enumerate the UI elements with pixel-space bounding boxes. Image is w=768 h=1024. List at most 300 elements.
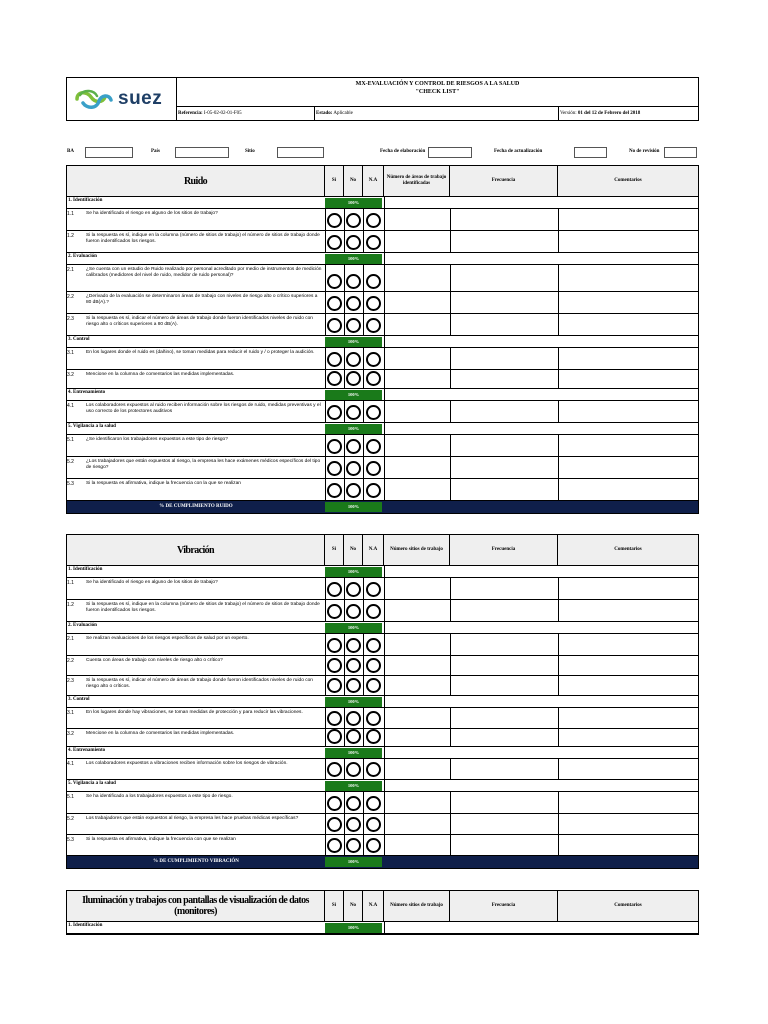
- si-radio[interactable]: [327, 213, 342, 228]
- no-radio[interactable]: [346, 439, 361, 454]
- count-cell[interactable]: [384, 676, 385, 695]
- comentarios-cell[interactable]: [558, 435, 559, 456]
- ba-label: BA: [67, 149, 74, 154]
- na-cell: [363, 676, 364, 695]
- checklist-row: [67, 314, 698, 336]
- logo: [67, 78, 177, 120]
- si-cell: [325, 479, 326, 500]
- count-cell[interactable]: [384, 578, 385, 599]
- si-cell: [325, 209, 326, 230]
- answer-cells: [325, 457, 700, 478]
- fecha-elaboracion-label: Fecha de elaboración: [380, 149, 426, 154]
- question-number: 2.2: [67, 294, 74, 300]
- checklist-row: [67, 600, 698, 622]
- group-label: 1. Identificación: [68, 567, 103, 572]
- na-cell: [363, 479, 364, 500]
- comentarios-cell[interactable]: [558, 676, 559, 695]
- checklist-row: [67, 265, 698, 292]
- na-radio[interactable]: [366, 817, 381, 832]
- na-radio[interactable]: [366, 213, 381, 228]
- no-radio[interactable]: [346, 213, 361, 228]
- comentarios-cell[interactable]: [558, 814, 559, 834]
- no-cell: [344, 729, 345, 746]
- checklist-row: [67, 729, 698, 747]
- comentarios-cell[interactable]: [558, 600, 559, 621]
- frecuencia-cell[interactable]: [450, 370, 451, 388]
- section-title: Ruido: [67, 166, 325, 196]
- si-radio[interactable]: [327, 371, 342, 386]
- question-number: 3.2: [67, 372, 74, 378]
- pais-label: País: [151, 149, 160, 154]
- answer-cells: [325, 370, 700, 388]
- si-radio[interactable]: [327, 274, 342, 289]
- frecuencia-cell[interactable]: [450, 292, 451, 313]
- frecuencia-cell[interactable]: [450, 600, 451, 621]
- no-radio[interactable]: [346, 461, 361, 476]
- no-radio[interactable]: [346, 678, 361, 693]
- group-spacer: [384, 336, 700, 347]
- checklist-row: [67, 348, 698, 370]
- na-radio[interactable]: [366, 678, 381, 693]
- si-radio[interactable]: [327, 729, 342, 744]
- comentarios-cell[interactable]: [558, 265, 559, 291]
- count-cell[interactable]: [384, 792, 385, 813]
- no-cell: [344, 708, 345, 728]
- no-radio[interactable]: [346, 658, 361, 673]
- na-radio[interactable]: [366, 711, 381, 726]
- question-number: 2.3: [67, 316, 74, 322]
- group-spacer: [384, 922, 700, 933]
- answer-cells: [325, 231, 700, 252]
- col-count-header: Número sitios de trabajo: [384, 891, 450, 921]
- comentarios-cell[interactable]: [558, 729, 559, 746]
- si-cell: [325, 578, 326, 599]
- question-text: Mencione en la columna de comentarios las medidas implementadas.: [86, 372, 235, 377]
- count-cell[interactable]: [384, 814, 385, 834]
- section-header: [67, 891, 698, 922]
- si-cell: [325, 348, 326, 369]
- fecha-actualizacion-field[interactable]: [574, 147, 607, 158]
- group-label: 5. Vigilancia a la salud: [68, 424, 116, 429]
- na-cell: [363, 656, 364, 675]
- question-number: 3.2: [67, 731, 74, 737]
- col-frecuencia-header: Frecuencia: [450, 891, 558, 921]
- section-vibracion: [66, 534, 699, 869]
- group-label: 5. Vigilancia a la salud: [68, 781, 116, 786]
- count-cell[interactable]: [384, 231, 385, 252]
- group-spacer: [384, 566, 700, 577]
- si-cell: [325, 656, 326, 675]
- si-radio[interactable]: [327, 638, 342, 653]
- group-header: [67, 696, 698, 708]
- group-header: [67, 389, 698, 401]
- question-number: 2.1: [67, 636, 74, 642]
- comentarios-cell[interactable]: [558, 656, 559, 675]
- question-number: 2.1: [67, 267, 74, 273]
- count-cell[interactable]: [384, 292, 385, 313]
- answer-cells: [325, 479, 700, 500]
- count-cell[interactable]: [384, 479, 385, 500]
- no-cell: [344, 401, 345, 422]
- frecuencia-cell[interactable]: [450, 435, 451, 456]
- col-na-header: N.A: [363, 166, 384, 196]
- answer-cells: [325, 835, 700, 855]
- group-header: [67, 622, 698, 634]
- count-cell[interactable]: [384, 656, 385, 675]
- compliance-total-label: % DE CUMPLIMIENTO RUIDO: [159, 504, 233, 509]
- si-cell: [325, 370, 326, 388]
- comentarios-cell[interactable]: [558, 231, 559, 252]
- na-radio[interactable]: [366, 483, 381, 498]
- si-radio[interactable]: [327, 352, 342, 367]
- no-cell: [344, 600, 345, 621]
- question-number: 1.2: [67, 233, 74, 239]
- comentarios-cell[interactable]: [558, 457, 559, 478]
- si-radio[interactable]: [327, 711, 342, 726]
- checklist-row: [67, 209, 698, 231]
- checklist-row: [67, 708, 698, 729]
- comentarios-cell[interactable]: [558, 401, 559, 422]
- pais-field[interactable]: [175, 147, 229, 158]
- question-number: 3.1: [67, 710, 74, 716]
- answer-cells: [325, 209, 700, 230]
- comentarios-cell[interactable]: [558, 348, 559, 369]
- group-percentage: 100%: [325, 390, 382, 400]
- fecha-elaboracion-field[interactable]: [428, 147, 472, 158]
- question-number: 5.2: [67, 459, 74, 465]
- section-header: [67, 535, 698, 566]
- frecuencia-cell[interactable]: [450, 814, 451, 834]
- no-radio[interactable]: [346, 274, 361, 289]
- frecuencia-cell[interactable]: [450, 835, 451, 855]
- comentarios-cell[interactable]: [558, 835, 559, 855]
- na-cell: [363, 231, 364, 252]
- na-radio[interactable]: [366, 371, 381, 386]
- question-text: Se ha identificado a los trabajadores expuestos a este tipo de riesgo.: [86, 794, 233, 799]
- no-radio[interactable]: [346, 483, 361, 498]
- si-radio[interactable]: [327, 604, 342, 619]
- answer-cells: [325, 435, 700, 456]
- answer-cells: [325, 729, 700, 746]
- group-spacer: [384, 780, 700, 791]
- group-percentage: 100%: [325, 424, 382, 434]
- answer-cells: [325, 292, 700, 313]
- si-cell: [325, 729, 326, 746]
- no-radio[interactable]: [346, 318, 361, 333]
- count-cell[interactable]: [384, 729, 385, 746]
- na-radio[interactable]: [366, 318, 381, 333]
- question-text: Los trabajadores que están expuestos al riesgo, la empresa les hace pruebas médicas específicas?: [86, 816, 299, 821]
- frecuencia-cell[interactable]: [450, 314, 451, 335]
- si-cell: [325, 759, 326, 779]
- group-percentage: 100%: [325, 198, 382, 208]
- no-radio[interactable]: [346, 582, 361, 597]
- si-radio[interactable]: [327, 817, 342, 832]
- si-cell: [325, 401, 326, 422]
- no-cell: [344, 435, 345, 456]
- checklist-row: [67, 634, 698, 656]
- col-count-header: Número de áreas de trabajo identificadas: [384, 166, 450, 196]
- na-cell: [363, 729, 364, 746]
- question-number: 5.1: [67, 437, 74, 443]
- na-radio[interactable]: [366, 604, 381, 619]
- si-cell: [325, 435, 326, 456]
- si-radio[interactable]: [327, 762, 342, 777]
- question-text: Mencione en la columna de comentarios las medidas implementadas.: [86, 731, 235, 736]
- comentarios-cell[interactable]: [558, 370, 559, 388]
- group-header: [67, 253, 698, 265]
- no-radio[interactable]: [346, 711, 361, 726]
- count-cell[interactable]: [384, 348, 385, 369]
- no-radio[interactable]: [346, 817, 361, 832]
- count-cell[interactable]: [384, 634, 385, 655]
- comentarios-cell[interactable]: [558, 708, 559, 728]
- si-radio[interactable]: [327, 439, 342, 454]
- checklist-row: [67, 479, 698, 501]
- question-text: Si la respuesta es sí, indicar el número de áreas de trabajo donde fueron identificados niveles de ruido con riesgo alto o críticos superiores a 80 dB(A).: [86, 316, 313, 327]
- frecuencia-cell[interactable]: [450, 676, 451, 695]
- checklist-row: [67, 578, 698, 600]
- count-cell[interactable]: [384, 401, 385, 422]
- count-cell[interactable]: [384, 708, 385, 728]
- si-radio[interactable]: [327, 235, 342, 250]
- answer-cells: [325, 600, 700, 621]
- na-cell: [363, 314, 364, 335]
- na-radio[interactable]: [366, 796, 381, 811]
- question-number: 2.3: [67, 678, 74, 684]
- na-cell: [363, 814, 364, 834]
- si-radio[interactable]: [327, 796, 342, 811]
- answer-cells: [325, 401, 700, 422]
- na-radio[interactable]: [366, 352, 381, 367]
- na-radio[interactable]: [366, 729, 381, 744]
- na-radio[interactable]: [366, 838, 381, 853]
- na-radio[interactable]: [366, 658, 381, 673]
- comentarios-cell[interactable]: [558, 314, 559, 335]
- no-cell: [344, 676, 345, 695]
- no-radio[interactable]: [346, 638, 361, 653]
- no-cell: [344, 814, 345, 834]
- count-cell[interactable]: [384, 835, 385, 855]
- count-cell[interactable]: [384, 314, 385, 335]
- frecuencia-cell[interactable]: [450, 479, 451, 500]
- frecuencia-cell[interactable]: [450, 578, 451, 599]
- answer-cells: [325, 314, 700, 335]
- group-percentage: 100%: [325, 254, 382, 264]
- answer-cells: [325, 348, 700, 369]
- question-number: 1.1: [67, 580, 74, 586]
- count-cell[interactable]: [384, 265, 385, 291]
- si-radio[interactable]: [327, 678, 342, 693]
- count-cell[interactable]: [384, 457, 385, 478]
- question-text: En los lugares donde el ruido es (dañino), se toman medidas para reducir el ruido y / o proteger la audición.: [86, 350, 315, 355]
- si-cell: [325, 634, 326, 655]
- revision-label: No de revisión: [629, 149, 660, 154]
- no-cell: [344, 265, 345, 291]
- si-cell: [325, 292, 326, 313]
- na-radio[interactable]: [366, 274, 381, 289]
- si-radio[interactable]: [327, 838, 342, 853]
- question-text: Se ha identificado el riesgo en alguno de los sitios de trabajo?: [86, 580, 218, 585]
- no-radio[interactable]: [346, 235, 361, 250]
- logo-text: suez: [118, 88, 163, 109]
- frecuencia-cell[interactable]: [450, 401, 451, 422]
- ba-field[interactable]: [85, 147, 133, 158]
- na-cell: [363, 759, 364, 779]
- no-radio[interactable]: [346, 405, 361, 420]
- na-radio[interactable]: [366, 439, 381, 454]
- no-cell: [344, 479, 345, 500]
- group-header: [67, 423, 698, 435]
- na-cell: [363, 209, 364, 230]
- col-no-header: No: [344, 535, 363, 565]
- document-header: [66, 77, 699, 121]
- count-cell[interactable]: [384, 435, 385, 456]
- na-radio[interactable]: [366, 235, 381, 250]
- no-radio[interactable]: [346, 296, 361, 311]
- frecuencia-cell[interactable]: [450, 457, 451, 478]
- frecuencia-cell[interactable]: [450, 708, 451, 728]
- answer-cells: [325, 265, 700, 291]
- na-cell: [363, 708, 364, 728]
- comentarios-cell[interactable]: [558, 759, 559, 779]
- frecuencia-cell[interactable]: [450, 656, 451, 675]
- frecuencia-cell[interactable]: [450, 348, 451, 369]
- sitio-field[interactable]: [277, 147, 324, 158]
- question-number: 3.1: [67, 350, 74, 356]
- question-text: ¿Los trabajadores que están expuestos al riesgo, la empresa les hace exámenes médicos específicos del tipo de riesgo?: [86, 459, 321, 470]
- count-cell[interactable]: [384, 600, 385, 621]
- frecuencia-cell[interactable]: [450, 792, 451, 813]
- comentarios-cell[interactable]: [558, 634, 559, 655]
- group-label: 2. Evaluación: [68, 623, 97, 628]
- na-radio[interactable]: [366, 296, 381, 311]
- frecuencia-cell[interactable]: [450, 729, 451, 746]
- no-cell: [344, 759, 345, 779]
- group-label: 3. Control: [68, 697, 90, 702]
- no-cell: [344, 656, 345, 675]
- na-radio[interactable]: [366, 638, 381, 653]
- question-number: 1.1: [67, 211, 74, 217]
- no-cell: [344, 634, 345, 655]
- col-si-header: Si: [325, 891, 344, 921]
- no-cell: [344, 314, 345, 335]
- group-spacer: [384, 747, 700, 758]
- col-comentarios-header: Comentarios: [614, 903, 642, 908]
- na-cell: [363, 370, 364, 388]
- section-header: [67, 166, 698, 197]
- group-header: [67, 780, 698, 792]
- group-percentage: 100%: [325, 623, 382, 633]
- frecuencia-cell[interactable]: [450, 634, 451, 655]
- no-radio[interactable]: [346, 604, 361, 619]
- group-percentage: 100%: [325, 697, 382, 707]
- frecuencia-cell[interactable]: [450, 231, 451, 252]
- comentarios-cell[interactable]: [558, 578, 559, 599]
- checklist-row: [67, 292, 698, 314]
- group-percentage: 100%: [325, 337, 382, 347]
- col-no-header: No: [344, 166, 363, 196]
- group-header: [67, 336, 698, 348]
- comentarios-cell[interactable]: [558, 292, 559, 313]
- si-radio[interactable]: [327, 461, 342, 476]
- answer-cells: [325, 792, 700, 813]
- count-cell[interactable]: [384, 370, 385, 388]
- frecuencia-cell[interactable]: [450, 759, 451, 779]
- question-number: 5.3: [67, 837, 74, 843]
- no-radio[interactable]: [346, 729, 361, 744]
- question-number: 2.2: [67, 658, 74, 664]
- si-radio[interactable]: [327, 296, 342, 311]
- no-radio[interactable]: [346, 352, 361, 367]
- na-radio[interactable]: [366, 582, 381, 597]
- compliance-total-row: [67, 501, 698, 513]
- checklist-row: [67, 759, 698, 780]
- na-cell: [363, 634, 364, 655]
- count-cell[interactable]: [384, 759, 385, 779]
- si-radio[interactable]: [327, 405, 342, 420]
- si-cell: [325, 600, 326, 621]
- no-cell: [344, 209, 345, 230]
- checklist-row: [67, 835, 698, 856]
- answer-cells: [325, 676, 700, 695]
- na-radio[interactable]: [366, 405, 381, 420]
- na-cell: [363, 435, 364, 456]
- revision-field[interactable]: [664, 147, 697, 158]
- no-radio[interactable]: [346, 796, 361, 811]
- comentarios-cell[interactable]: [558, 479, 559, 500]
- si-radio[interactable]: [327, 582, 342, 597]
- group-header: [67, 566, 698, 578]
- no-radio[interactable]: [346, 371, 361, 386]
- sitio-label: Sitio: [245, 149, 255, 154]
- na-cell: [363, 265, 364, 291]
- answer-cells: [325, 814, 700, 834]
- na-radio[interactable]: [366, 461, 381, 476]
- si-cell: [325, 265, 326, 291]
- question-text: Si la respuesta es afirmativa, indique la frecuencia con la que se realizan: [86, 481, 241, 486]
- col-na-header: N.A: [363, 891, 384, 921]
- frecuencia-cell[interactable]: [450, 265, 451, 291]
- count-cell[interactable]: [384, 209, 385, 230]
- no-radio[interactable]: [346, 838, 361, 853]
- si-cell: [325, 792, 326, 813]
- checklist-row: [67, 401, 698, 423]
- comentarios-cell[interactable]: [558, 209, 559, 230]
- compliance-total-label: % DE CUMPLIMIENTO VIBRACIÓN: [153, 859, 239, 864]
- checklist-row: [67, 370, 698, 389]
- si-radio[interactable]: [327, 483, 342, 498]
- answer-cells: [325, 634, 700, 655]
- si-radio[interactable]: [327, 658, 342, 673]
- question-number: 4.1: [67, 761, 74, 767]
- answer-cells: [325, 708, 700, 728]
- comentarios-cell[interactable]: [558, 792, 559, 813]
- si-cell: [325, 457, 326, 478]
- col-si-header: Si: [325, 166, 344, 196]
- question-number: 5.3: [67, 481, 74, 487]
- group-spacer: [384, 197, 700, 208]
- no-radio[interactable]: [346, 762, 361, 777]
- si-radio[interactable]: [327, 318, 342, 333]
- no-cell: [344, 792, 345, 813]
- na-radio[interactable]: [366, 762, 381, 777]
- question-text: ¿Se identificaron los trabajadores expuestos a este tipo de riesgo?: [86, 437, 228, 442]
- group-header: [67, 747, 698, 759]
- frecuencia-cell[interactable]: [450, 209, 451, 230]
- group-percentage: 100%: [325, 567, 382, 577]
- si-cell: [325, 708, 326, 728]
